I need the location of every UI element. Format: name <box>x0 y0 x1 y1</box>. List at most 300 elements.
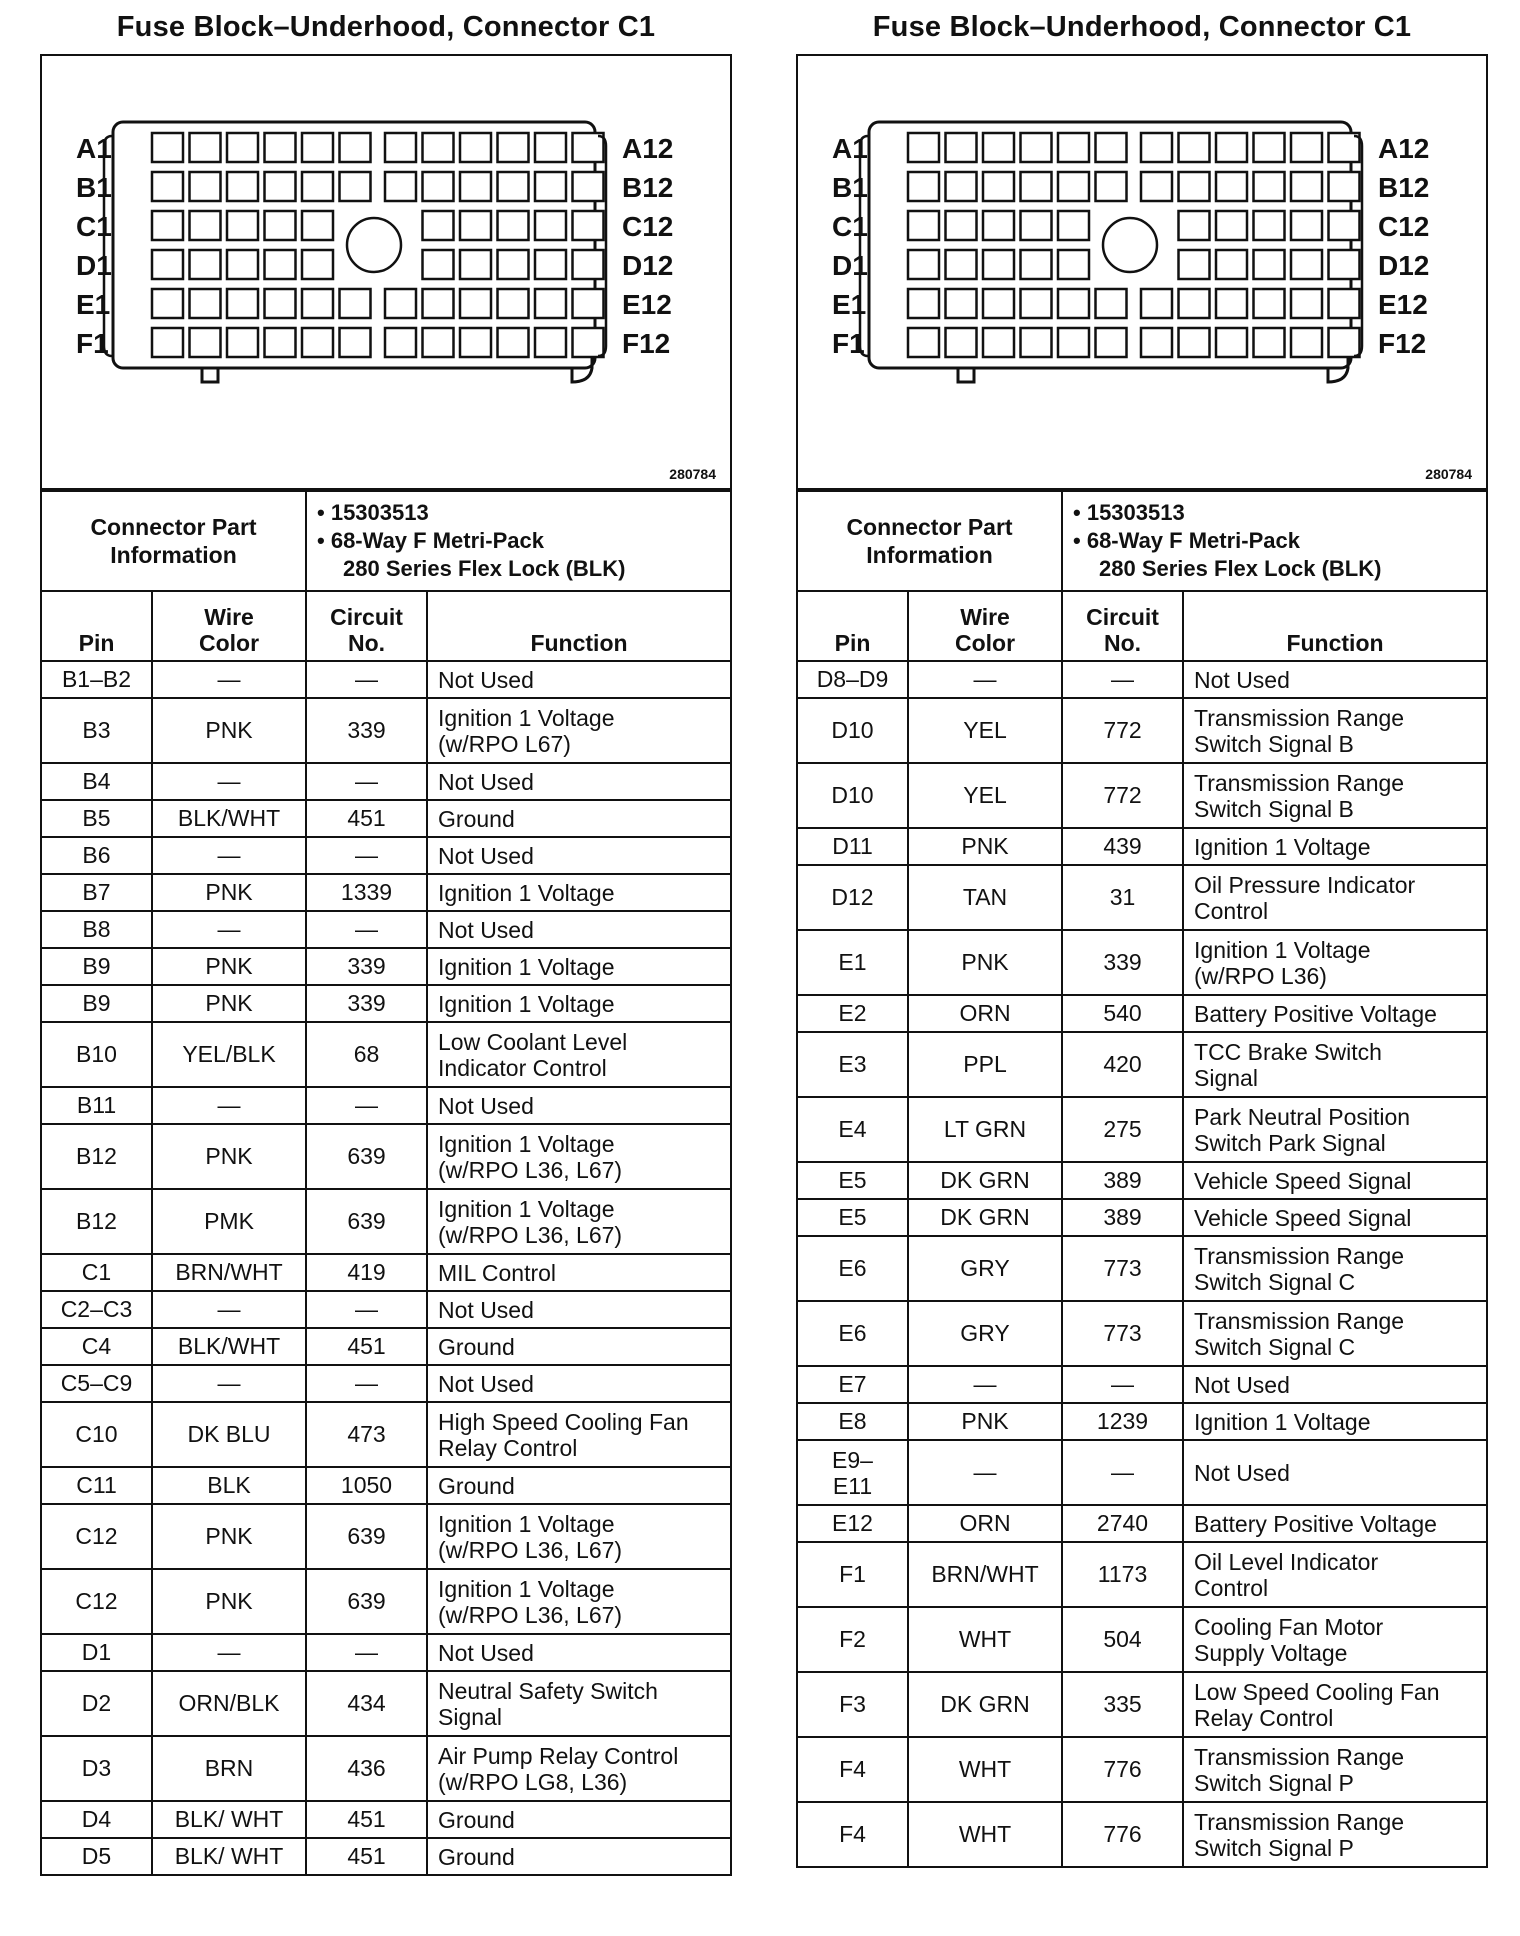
function-cell: Park Neutral Position Switch Park Signal <box>1183 1097 1487 1162</box>
connector-face-drawing <box>42 56 734 488</box>
wire-color-cell: — <box>152 837 306 874</box>
row-label-right: E12 <box>622 289 672 320</box>
pin-cavity <box>1179 328 1210 357</box>
row-label-right: B12 <box>1378 172 1430 203</box>
pin-cavity <box>535 328 566 357</box>
pin-cavity <box>423 211 454 240</box>
function-cell: Not Used <box>427 1291 731 1328</box>
circuit-cell: 1339 <box>306 874 427 911</box>
pin-cell: B11 <box>41 1087 152 1124</box>
wire-color-cell: YEL/BLK <box>152 1022 306 1087</box>
table-row <box>797 1236 1487 1301</box>
pin-cell: B9 <box>41 985 152 1022</box>
pin-cavity <box>983 211 1014 240</box>
wire-color-cell: PNK <box>152 874 306 911</box>
wire-color-cell: — <box>152 661 306 698</box>
circuit-cell: — <box>306 1634 427 1671</box>
connector-type: • 68-Way F Metri-Pack <box>1073 528 1300 553</box>
pin-cavity <box>340 133 371 162</box>
pin-cavity <box>946 250 977 279</box>
wire-color-cell: — <box>152 911 306 948</box>
pin-cavity <box>573 328 604 357</box>
pin-cavity <box>535 211 566 240</box>
wire-color-cell: TAN <box>908 865 1062 930</box>
pin-cavity <box>535 133 566 162</box>
function-cell: Neutral Safety Switch Signal <box>427 1671 731 1736</box>
pin-cavity <box>908 250 939 279</box>
wire-color-cell: DK BLU <box>152 1402 306 1467</box>
pin-cavity <box>340 289 371 318</box>
panel-title: Fuse Block–Underhood, Connector C1 <box>872 11 1412 43</box>
function-cell: Ground <box>427 1801 731 1838</box>
connector-info-value <box>306 491 731 591</box>
function-cell: Not Used <box>427 1087 731 1124</box>
circuit-cell: — <box>306 1087 427 1124</box>
pin-cavity <box>908 289 939 318</box>
connector-type: • 68-Way F Metri-Pack <box>317 528 544 553</box>
table-row <box>41 763 731 800</box>
pin-cell: D2 <box>41 1671 152 1736</box>
pin-cavity <box>1329 289 1360 318</box>
row-label-right: C12 <box>622 211 674 242</box>
pin-cavity <box>1329 172 1360 201</box>
pin-cavity <box>946 328 977 357</box>
pin-cavity <box>573 211 604 240</box>
pin-cavity <box>1254 211 1285 240</box>
pin-cavity <box>423 289 454 318</box>
pin-cavity <box>983 133 1014 162</box>
function-cell: Ignition 1 Voltage (w/RPO L36, L67) <box>427 1569 731 1634</box>
connector-info-row <box>797 491 1487 591</box>
circuit-cell: — <box>306 837 427 874</box>
wire-color-cell: — <box>908 661 1062 698</box>
circuit-cell: — <box>306 1365 427 1402</box>
function-cell: Battery Positive Voltage <box>1183 995 1487 1032</box>
table-row <box>41 1801 731 1838</box>
header-pin: Pin <box>41 591 152 661</box>
pin-cavity <box>227 289 258 318</box>
pin-cell: D5 <box>41 1838 152 1875</box>
wire-color-cell: BLK/WHT <box>152 1328 306 1365</box>
pin-cavity <box>190 289 221 318</box>
function-cell: Low Coolant Level Indicator Control <box>427 1022 731 1087</box>
circuit-cell: 639 <box>306 1504 427 1569</box>
function-cell: Vehicle Speed Signal <box>1183 1199 1487 1236</box>
row-label-left: C1 <box>76 211 112 242</box>
circuit-cell: 473 <box>306 1402 427 1467</box>
pin-cavity <box>1179 289 1210 318</box>
pin-cavity <box>1179 211 1210 240</box>
wire-color-cell: PPL <box>908 1032 1062 1097</box>
pin-cavity <box>385 289 416 318</box>
pin-cell: F4 <box>797 1802 908 1867</box>
wire-color-cell: PNK <box>152 698 306 763</box>
pin-cavity <box>227 250 258 279</box>
table-row <box>797 698 1487 763</box>
circuit-cell: 451 <box>306 1801 427 1838</box>
row-label-left: E1 <box>832 289 867 320</box>
wire-color-cell: BRN/WHT <box>908 1542 1062 1607</box>
connector-panel-right <box>796 0 1488 1868</box>
latch-tab <box>958 368 974 382</box>
pin-cavity <box>265 211 296 240</box>
pin-cavity <box>460 250 491 279</box>
table-row <box>41 1022 731 1087</box>
table-header <box>797 591 1487 661</box>
function-cell: Transmission Range Switch Signal P <box>1183 1802 1487 1867</box>
pin-cell: E1 <box>797 930 908 995</box>
pin-cavity <box>227 133 258 162</box>
function-cell: Not Used <box>427 661 731 698</box>
function-cell: Cooling Fan Motor Supply Voltage <box>1183 1607 1487 1672</box>
pin-cavity <box>1141 172 1172 201</box>
table-row <box>797 1301 1487 1366</box>
pin-cavity <box>573 250 604 279</box>
table-row <box>41 1504 731 1569</box>
wire-color-cell: DK GRN <box>908 1162 1062 1199</box>
row-label-right: C12 <box>1378 211 1430 242</box>
connector-diagram <box>796 54 1488 490</box>
connector-face-drawing <box>798 56 1490 488</box>
function-cell: Ignition 1 Voltage <box>427 874 731 911</box>
row-label-right: A12 <box>622 133 674 164</box>
table-body <box>41 661 731 1875</box>
center-post <box>1103 218 1157 272</box>
function-cell: MIL Control <box>427 1254 731 1291</box>
wire-color-cell: DK GRN <box>908 1199 1062 1236</box>
pin-cell: B5 <box>41 800 152 837</box>
part-number: • 15303513 <box>1073 500 1185 525</box>
pin-cell: B12 <box>41 1124 152 1189</box>
row-label-right: B12 <box>622 172 674 203</box>
pin-cavity <box>190 172 221 201</box>
pin-cavity <box>1058 133 1089 162</box>
pin-cavity <box>302 250 333 279</box>
connector-info-label: Connector Part Information <box>797 491 1062 591</box>
function-cell: Low Speed Cooling Fan Relay Control <box>1183 1672 1487 1737</box>
pin-cavity <box>908 133 939 162</box>
pin-cell: E8 <box>797 1403 908 1440</box>
connector-panel-left <box>40 0 732 1876</box>
function-cell: TCC Brake Switch Signal <box>1183 1032 1487 1097</box>
pin-cavity <box>983 328 1014 357</box>
connector-info-value <box>1062 491 1487 591</box>
circuit-cell: 451 <box>306 1838 427 1875</box>
pin-cell: B4 <box>41 763 152 800</box>
pin-cavity <box>498 328 529 357</box>
circuit-cell: — <box>306 911 427 948</box>
pin-cavity <box>1216 250 1247 279</box>
pin-cavity <box>946 133 977 162</box>
wire-color-cell: — <box>152 1087 306 1124</box>
pin-cavity <box>498 133 529 162</box>
header-wire-color: Wire Color <box>908 591 1062 661</box>
pin-cavity <box>535 172 566 201</box>
pin-cavity <box>1021 328 1052 357</box>
pin-cavity <box>423 328 454 357</box>
row-label-left: B1 <box>832 172 868 203</box>
row-label-left: A1 <box>76 133 112 164</box>
bracket-right <box>598 136 606 356</box>
circuit-cell: 335 <box>1062 1672 1183 1737</box>
pin-cavity <box>340 328 371 357</box>
wire-color-cell: — <box>152 1365 306 1402</box>
header-function: Function <box>1183 591 1487 661</box>
circuit-cell: — <box>306 763 427 800</box>
pin-cavity <box>190 250 221 279</box>
pin-cavity <box>302 172 333 201</box>
circuit-cell: 439 <box>1062 828 1183 865</box>
circuit-cell: 773 <box>1062 1301 1183 1366</box>
circuit-cell: — <box>1062 661 1183 698</box>
pin-cavity <box>908 328 939 357</box>
wire-color-cell: PNK <box>908 930 1062 995</box>
pin-cell: D10 <box>797 763 908 828</box>
circuit-cell: 776 <box>1062 1737 1183 1802</box>
pin-cavity <box>1058 328 1089 357</box>
row-label-right: F12 <box>622 328 671 359</box>
pin-cell: C4 <box>41 1328 152 1365</box>
pin-cell: E5 <box>797 1162 908 1199</box>
wire-color-cell: GRY <box>908 1236 1062 1301</box>
pin-cavity <box>535 289 566 318</box>
table-row <box>41 1736 731 1801</box>
wire-color-cell: WHT <box>908 1737 1062 1802</box>
pin-cavity <box>460 328 491 357</box>
pin-cavity <box>1021 211 1052 240</box>
pin-cell: D8–D9 <box>797 661 908 698</box>
circuit-cell: 639 <box>306 1569 427 1634</box>
pin-cavity <box>302 211 333 240</box>
table-row <box>41 1467 731 1504</box>
function-cell: High Speed Cooling Fan Relay Control <box>427 1402 731 1467</box>
pin-cavity <box>498 250 529 279</box>
table-row <box>41 1569 731 1634</box>
pin-cell: B3 <box>41 698 152 763</box>
wire-color-cell: PMK <box>152 1189 306 1254</box>
pin-cavity <box>1021 250 1052 279</box>
table-row <box>797 930 1487 995</box>
function-cell: Vehicle Speed Signal <box>1183 1162 1487 1199</box>
pin-cavity <box>1096 289 1127 318</box>
row-label-left: F1 <box>832 328 865 359</box>
function-cell: Not Used <box>427 1365 731 1402</box>
circuit-cell: 420 <box>1062 1032 1183 1097</box>
pin-cavity <box>1141 289 1172 318</box>
pin-cavity <box>1216 211 1247 240</box>
wire-color-cell: BLK/ WHT <box>152 1801 306 1838</box>
circuit-cell: 389 <box>1062 1199 1183 1236</box>
pin-cavity <box>265 328 296 357</box>
pin-cavity <box>152 328 183 357</box>
pin-cell: B7 <box>41 874 152 911</box>
panel-title: Fuse Block–Underhood, Connector C1 <box>116 11 656 43</box>
pin-cell: C11 <box>41 1467 152 1504</box>
header-function: Function <box>427 591 731 661</box>
wire-color-cell: LT GRN <box>908 1097 1062 1162</box>
function-cell: Not Used <box>1183 1440 1487 1505</box>
pin-cavity <box>190 328 221 357</box>
pin-cavity <box>1141 328 1172 357</box>
pin-cavity <box>908 172 939 201</box>
pin-cavity <box>152 289 183 318</box>
row-label-right: A12 <box>1378 133 1430 164</box>
pin-cell: C10 <box>41 1402 152 1467</box>
circuit-cell: 389 <box>1062 1162 1183 1199</box>
circuit-cell: 339 <box>306 698 427 763</box>
pin-cavity <box>535 250 566 279</box>
bracket-right <box>1354 136 1362 356</box>
pin-cavity <box>1254 172 1285 201</box>
pin-cavity <box>1329 211 1360 240</box>
wire-color-cell: — <box>152 1291 306 1328</box>
circuit-cell: 68 <box>306 1022 427 1087</box>
table-row <box>797 828 1487 865</box>
pin-cavity <box>227 172 258 201</box>
table-row <box>797 1162 1487 1199</box>
function-cell: Ignition 1 Voltage (w/RPO L36, L67) <box>427 1189 731 1254</box>
wire-color-cell: DK GRN <box>908 1672 1062 1737</box>
circuit-cell: 540 <box>1062 995 1183 1032</box>
pin-cavity <box>983 172 1014 201</box>
wire-color-cell: PNK <box>152 1569 306 1634</box>
pin-cell: E7 <box>797 1366 908 1403</box>
table-row <box>41 1087 731 1124</box>
circuit-cell: 772 <box>1062 698 1183 763</box>
pin-cell: E3 <box>797 1032 908 1097</box>
connector-series: 280 Series Flex Lock (BLK) <box>1099 556 1382 581</box>
table-row <box>41 1254 731 1291</box>
pin-cell: E4 <box>797 1097 908 1162</box>
pin-cavity <box>265 133 296 162</box>
table-row <box>41 948 731 985</box>
function-cell: Oil Pressure Indicator Control <box>1183 865 1487 930</box>
circuit-cell: 773 <box>1062 1236 1183 1301</box>
pin-cavity <box>152 250 183 279</box>
pin-cavity <box>265 289 296 318</box>
function-cell: Not Used <box>427 837 731 874</box>
function-cell: Air Pump Relay Control (w/RPO LG8, L36) <box>427 1736 731 1801</box>
pin-cell: E12 <box>797 1505 908 1542</box>
table-row <box>797 1802 1487 1867</box>
pin-cavity <box>1216 133 1247 162</box>
pin-cavity <box>385 133 416 162</box>
table-row <box>41 837 731 874</box>
circuit-cell: 451 <box>306 800 427 837</box>
wire-color-cell: PNK <box>152 1124 306 1189</box>
part-number: • 15303513 <box>317 500 429 525</box>
pin-cell: F4 <box>797 1737 908 1802</box>
pin-cavity <box>1291 211 1322 240</box>
table-row <box>797 995 1487 1032</box>
pin-cavity <box>908 211 939 240</box>
pinout-table <box>796 490 1488 1868</box>
function-cell: Not Used <box>1183 661 1487 698</box>
circuit-cell: 275 <box>1062 1097 1183 1162</box>
wire-color-cell: PNK <box>908 828 1062 865</box>
pin-cavity <box>265 250 296 279</box>
pin-cell: C5–C9 <box>41 1365 152 1402</box>
wire-color-cell: BLK <box>152 1467 306 1504</box>
wire-color-cell: PNK <box>152 948 306 985</box>
pin-cavity <box>1216 289 1247 318</box>
circuit-cell: 2740 <box>1062 1505 1183 1542</box>
circuit-cell: 639 <box>306 1124 427 1189</box>
row-label-right: E12 <box>1378 289 1428 320</box>
pin-cavity <box>152 211 183 240</box>
table-row <box>41 698 731 763</box>
pin-cavity <box>265 172 296 201</box>
table-row <box>41 1189 731 1254</box>
pin-cavity <box>1291 172 1322 201</box>
table-row <box>797 661 1487 698</box>
pinout-table <box>40 490 732 1876</box>
circuit-cell: 1239 <box>1062 1403 1183 1440</box>
header-wire-color: Wire Color <box>152 591 306 661</box>
pin-cavity <box>1096 133 1127 162</box>
table-row <box>41 1671 731 1736</box>
function-cell: Not Used <box>427 911 731 948</box>
wire-color-cell: — <box>908 1366 1062 1403</box>
table-row <box>797 1403 1487 1440</box>
function-cell: Transmission Range Switch Signal B <box>1183 763 1487 828</box>
connector-info-label: Connector Part Information <box>41 491 306 591</box>
pin-cavity <box>1254 328 1285 357</box>
circuit-cell: — <box>306 1291 427 1328</box>
pin-cavity <box>340 172 371 201</box>
function-cell: Ignition 1 Voltage <box>1183 1403 1487 1440</box>
pin-cavity <box>1141 133 1172 162</box>
function-cell: Ignition 1 Voltage <box>427 948 731 985</box>
table-row <box>41 1291 731 1328</box>
row-label-left: A1 <box>832 133 868 164</box>
pin-cavity <box>1058 211 1089 240</box>
pin-cell: D3 <box>41 1736 152 1801</box>
row-label-left: E1 <box>76 289 111 320</box>
function-cell: Ground <box>427 1838 731 1875</box>
pin-cavity <box>1329 328 1360 357</box>
pin-cell: E2 <box>797 995 908 1032</box>
pin-cavity <box>498 172 529 201</box>
pin-cavity <box>573 289 604 318</box>
function-cell: Transmission Range Switch Signal C <box>1183 1236 1487 1301</box>
pin-cell: C12 <box>41 1569 152 1634</box>
function-cell: Ground <box>427 1467 731 1504</box>
wire-color-cell: — <box>908 1440 1062 1505</box>
pin-cavity <box>498 289 529 318</box>
connector-diagram <box>40 54 732 490</box>
row-label-left: D1 <box>76 250 112 281</box>
wire-color-cell: PNK <box>152 985 306 1022</box>
table-row <box>797 1505 1487 1542</box>
circuit-cell: 436 <box>306 1736 427 1801</box>
table-row <box>797 763 1487 828</box>
pin-cavity <box>190 211 221 240</box>
table-row <box>41 1634 731 1671</box>
pin-cavity <box>1096 172 1127 201</box>
pin-cell: C2–C3 <box>41 1291 152 1328</box>
latch-tab <box>202 368 218 382</box>
pin-cavity <box>1254 289 1285 318</box>
pin-cavity <box>1291 289 1322 318</box>
row-label-left: D1 <box>832 250 868 281</box>
pin-cell: E5 <box>797 1199 908 1236</box>
function-cell: Battery Positive Voltage <box>1183 1505 1487 1542</box>
circuit-cell: 1050 <box>306 1467 427 1504</box>
row-label-right: F12 <box>1378 328 1427 359</box>
connector-series: 280 Series Flex Lock (BLK) <box>343 556 626 581</box>
pin-cavity <box>946 289 977 318</box>
